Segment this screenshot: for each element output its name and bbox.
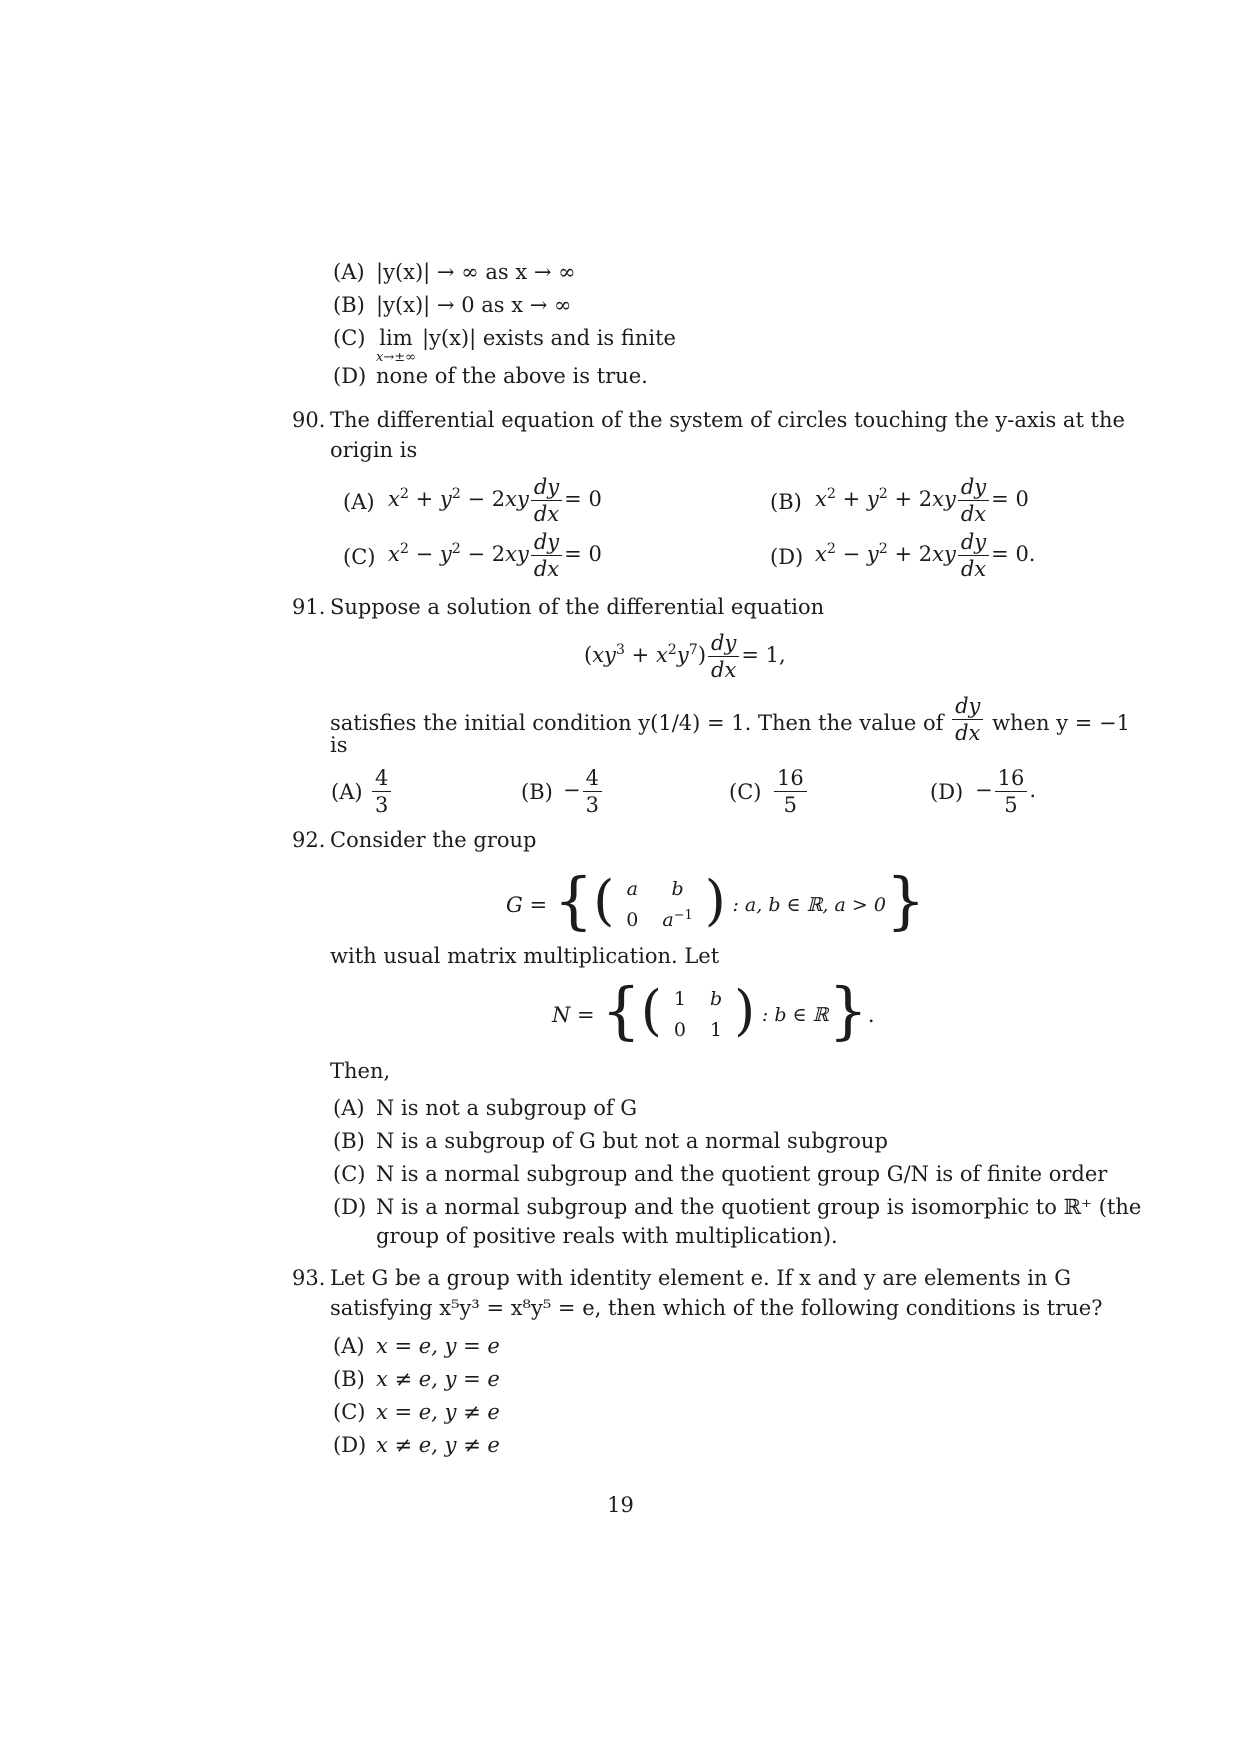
q90-option-a-label: (A): [343, 490, 375, 514]
q91-condition-line: satisfies the initial condition y(1/4) = 1. Then the value of $\frac{dy}{dx}$ when y = −1: [330, 694, 1130, 746]
q93-option-a-label: (A): [333, 1334, 365, 1358]
q93-number: 93.: [292, 1266, 326, 1290]
q89-option-c-rest: |y(x)| exists and is finite: [421, 326, 676, 350]
q93-option-d-label: (D): [333, 1433, 367, 1457]
q92-subgroup-n-definition: N = { ( 1 b 0 1 ) : b ∈ ℝ } .: [552, 974, 875, 1047]
q93-option-c-text: x = e, y ≠ e: [376, 1400, 500, 1424]
n-matrix: 1 b 0 1: [673, 988, 723, 1041]
q92-then: Then,: [330, 1059, 391, 1083]
q90-number: 90.: [292, 408, 326, 432]
q92-option-b-label: (B): [333, 1129, 365, 1153]
q91-option-b-label: (B): [521, 780, 553, 804]
page-number: 19: [607, 1493, 634, 1517]
q90-option-b-equation: $x^2 + y^2 + 2xy$ $\frac{dy}{dx}$ = 0: [815, 475, 1029, 527]
q91-option-d-label: (D): [930, 780, 964, 804]
q92-group-g-definition: G = { ( a b 0 $a^{-1}$ ) : a, b ∈ ℝ, a > 0 }: [506, 864, 926, 937]
q93-option-b-text: x ≠ e, y = e: [376, 1367, 500, 1391]
q91-option-a-value: $\frac{4}{3}$: [370, 767, 393, 816]
q93-option-d-text: x ≠ e, y ≠ e: [376, 1433, 500, 1457]
q89-option-a-text: |y(x)| → ∞ as x → ∞: [376, 260, 576, 284]
q92-question-line1: Consider the group: [330, 828, 537, 852]
q92-question-line2: with usual matrix multiplication. Let: [330, 944, 720, 968]
g-matrix: a b 0 $a^{-1}$: [626, 878, 693, 931]
q89-option-b-label: (B): [333, 293, 365, 317]
q93-question-line2: satisfying x⁵y³ = x⁸y⁵ = e, then which of the following conditions is true?: [330, 1296, 1103, 1320]
q89-option-b-text: |y(x)| → 0 as x → ∞: [376, 293, 572, 317]
q91-option-b-value: − $\frac{4}{3}$: [563, 767, 604, 816]
q93-option-b-label: (B): [333, 1367, 365, 1391]
q91-number: 91.: [292, 595, 326, 619]
q90-question-line2: origin is: [330, 438, 418, 462]
q89-option-c-text: [376, 328, 676, 364]
q92-option-c-text: N is a normal subgroup and the quotient group G/N is of finite order: [376, 1162, 1108, 1186]
q93-option-a-text: x = e, y = e: [376, 1334, 500, 1358]
q92-option-d-text: N is a normal subgroup and the quotient group is isomorphic to ℝ⁺ (the: [376, 1195, 1142, 1219]
q92-option-a-text: N is not a subgroup of G: [376, 1096, 638, 1120]
q92-option-d-label: (D): [333, 1195, 367, 1219]
q91-option-c-label: (C): [729, 780, 762, 804]
q92-number: 92.: [292, 828, 326, 852]
q90-option-c-equation: $x^2 - y^2 - 2xy$ $\frac{dy}{dx}$ = 0: [388, 530, 602, 582]
q90-option-b-label: (B): [770, 490, 802, 514]
q89-option-d-label: (D): [333, 364, 367, 388]
q91-option-c-value: $\frac{16}{5}$: [772, 767, 809, 816]
q90-option-a-equation: $x^2 + y^2 - 2xy$ $\frac{dy}{dx}$ = 0: [388, 475, 602, 527]
q92-option-b-text: N is a subgroup of G but not a normal subgroup: [376, 1129, 888, 1153]
q93-question-line1: Let G be a group with identity element e. If x and y are elements in G: [330, 1266, 1071, 1290]
q90-option-d-label: (D): [770, 545, 804, 569]
q92-option-a-label: (A): [333, 1096, 365, 1120]
q90-question-line1: The differential equation of the system of circles touching the y-axis at the: [330, 408, 1125, 432]
q90-option-d-equation: $x^2 - y^2 + 2xy$ $\frac{dy}{dx}$ = 0.: [815, 530, 1036, 582]
q91-question-line1: Suppose a solution of the differential equation: [330, 595, 825, 619]
q89-option-a-label: (A): [333, 260, 365, 284]
q91-question-is: is: [330, 733, 348, 757]
q92-option-d-continuation: group of positive reals with multiplication).: [376, 1224, 838, 1248]
q89-lim: lim: [379, 326, 413, 350]
q89-lim-sub: x→±∞: [376, 350, 416, 365]
q89-option-c-label: (C): [333, 326, 366, 350]
q89-option-d-text: none of the above is true.: [376, 364, 648, 388]
q92-option-c-label: (C): [333, 1162, 366, 1186]
q91-option-d-value: − $\frac{16}{5}$ .: [975, 766, 1037, 818]
q93-option-c-label: (C): [333, 1400, 366, 1424]
q91-option-a-label: (A): [331, 780, 363, 804]
q91-differential-equation: $(xy^3 + x^2y^7)$ $\frac{dy}{dx}$ = 1,: [584, 631, 786, 683]
q90-option-c-label: (C): [343, 545, 376, 569]
